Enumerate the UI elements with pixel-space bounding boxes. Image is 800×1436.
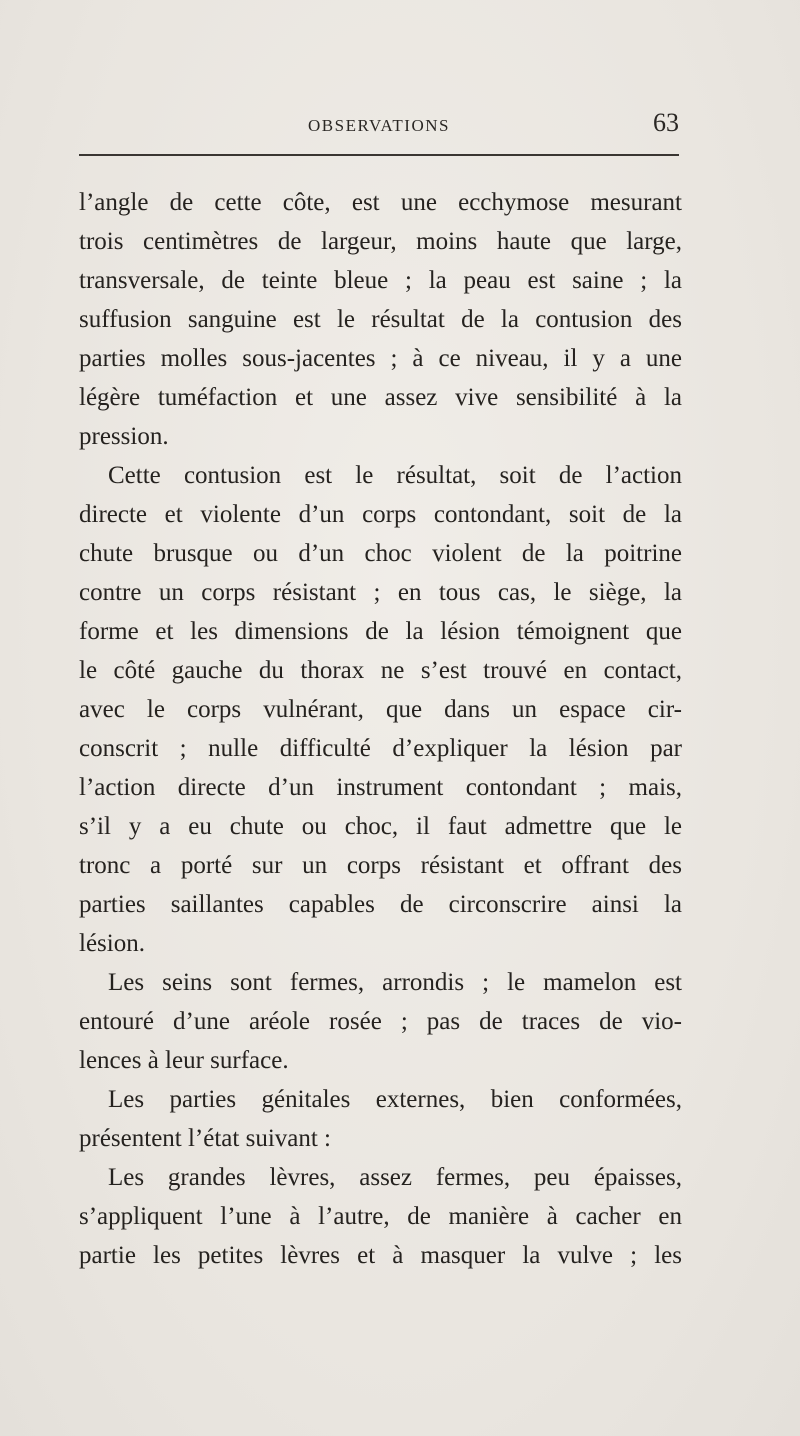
- body-text: [79, 183, 682, 1275]
- text-line: s’appliquent l’une à l’autre, de manière à cacher en: [79, 1203, 682, 1230]
- text-line: entouré d’une aréole rosée ; pas de traces de vio-: [79, 1008, 682, 1035]
- text-line: transversale, de teinte bleue ; la peau est saine ; la: [79, 267, 682, 294]
- paragraph-end-line: pression.: [79, 423, 169, 450]
- paragraph-end-line: lences à leur surface.: [79, 1047, 289, 1074]
- page-number: 63: [653, 108, 679, 137]
- text-line: conscrit ; nulle difficulté d’expliquer la lésion par: [79, 735, 682, 762]
- paragraph-first-line: Les parties génitales externes, bien conformées,: [108, 1086, 682, 1113]
- text-line: directe et violente d’un corps contondant, soit de la: [79, 501, 682, 528]
- paragraph-first-line: Cette contusion est le résultat, soit de l’action: [108, 462, 682, 489]
- paragraph-end-line: présentent l’état suivant :: [79, 1125, 332, 1152]
- text-line: partie les petites lèvres et à masquer la vulve ; les: [79, 1242, 682, 1269]
- paragraph-end-line: lésion.: [79, 930, 145, 957]
- page-header: [79, 106, 679, 142]
- text-line: parties molles sous-jacentes ; à ce niveau, il y a une: [79, 345, 682, 372]
- text-line: tronc a porté sur un corps résistant et offrant des: [79, 852, 682, 879]
- text-line: parties saillantes capables de circonscrire ainsi la: [79, 891, 682, 918]
- text-line: s’il y a eu chute ou choc, il faut admettre que le: [79, 813, 682, 840]
- text-line: l’angle de cette côte, est une ecchymose mesurant: [79, 189, 682, 216]
- paragraph-first-line: Les seins sont fermes, arrondis ; le mamelon est: [108, 969, 682, 996]
- text-line: l’action directe d’un instrument contondant ; mais,: [79, 774, 682, 801]
- running-title: OBSERVATIONS: [308, 116, 450, 135]
- text-line: légère tuméfaction et une assez vive sensibilité à la: [79, 384, 682, 411]
- text-line: suffusion sanguine est le résultat de la contusion des: [79, 306, 682, 333]
- header-rule: [79, 154, 679, 156]
- text-line: le côté gauche du thorax ne s’est trouvé en contact,: [79, 657, 682, 684]
- text-line: avec le corps vulnérant, que dans un espace cir-: [79, 696, 682, 723]
- text-line: forme et les dimensions de la lésion témoignent que: [79, 618, 682, 645]
- text-line: contre un corps résistant ; en tous cas, le siège, la: [79, 579, 682, 606]
- text-line: trois centimètres de largeur, moins haute que large,: [79, 228, 682, 255]
- paragraph-first-line: Les grandes lèvres, assez fermes, peu épaisses,: [108, 1164, 682, 1191]
- text-line: chute brusque ou d’un choc violent de la poitrine: [79, 540, 682, 567]
